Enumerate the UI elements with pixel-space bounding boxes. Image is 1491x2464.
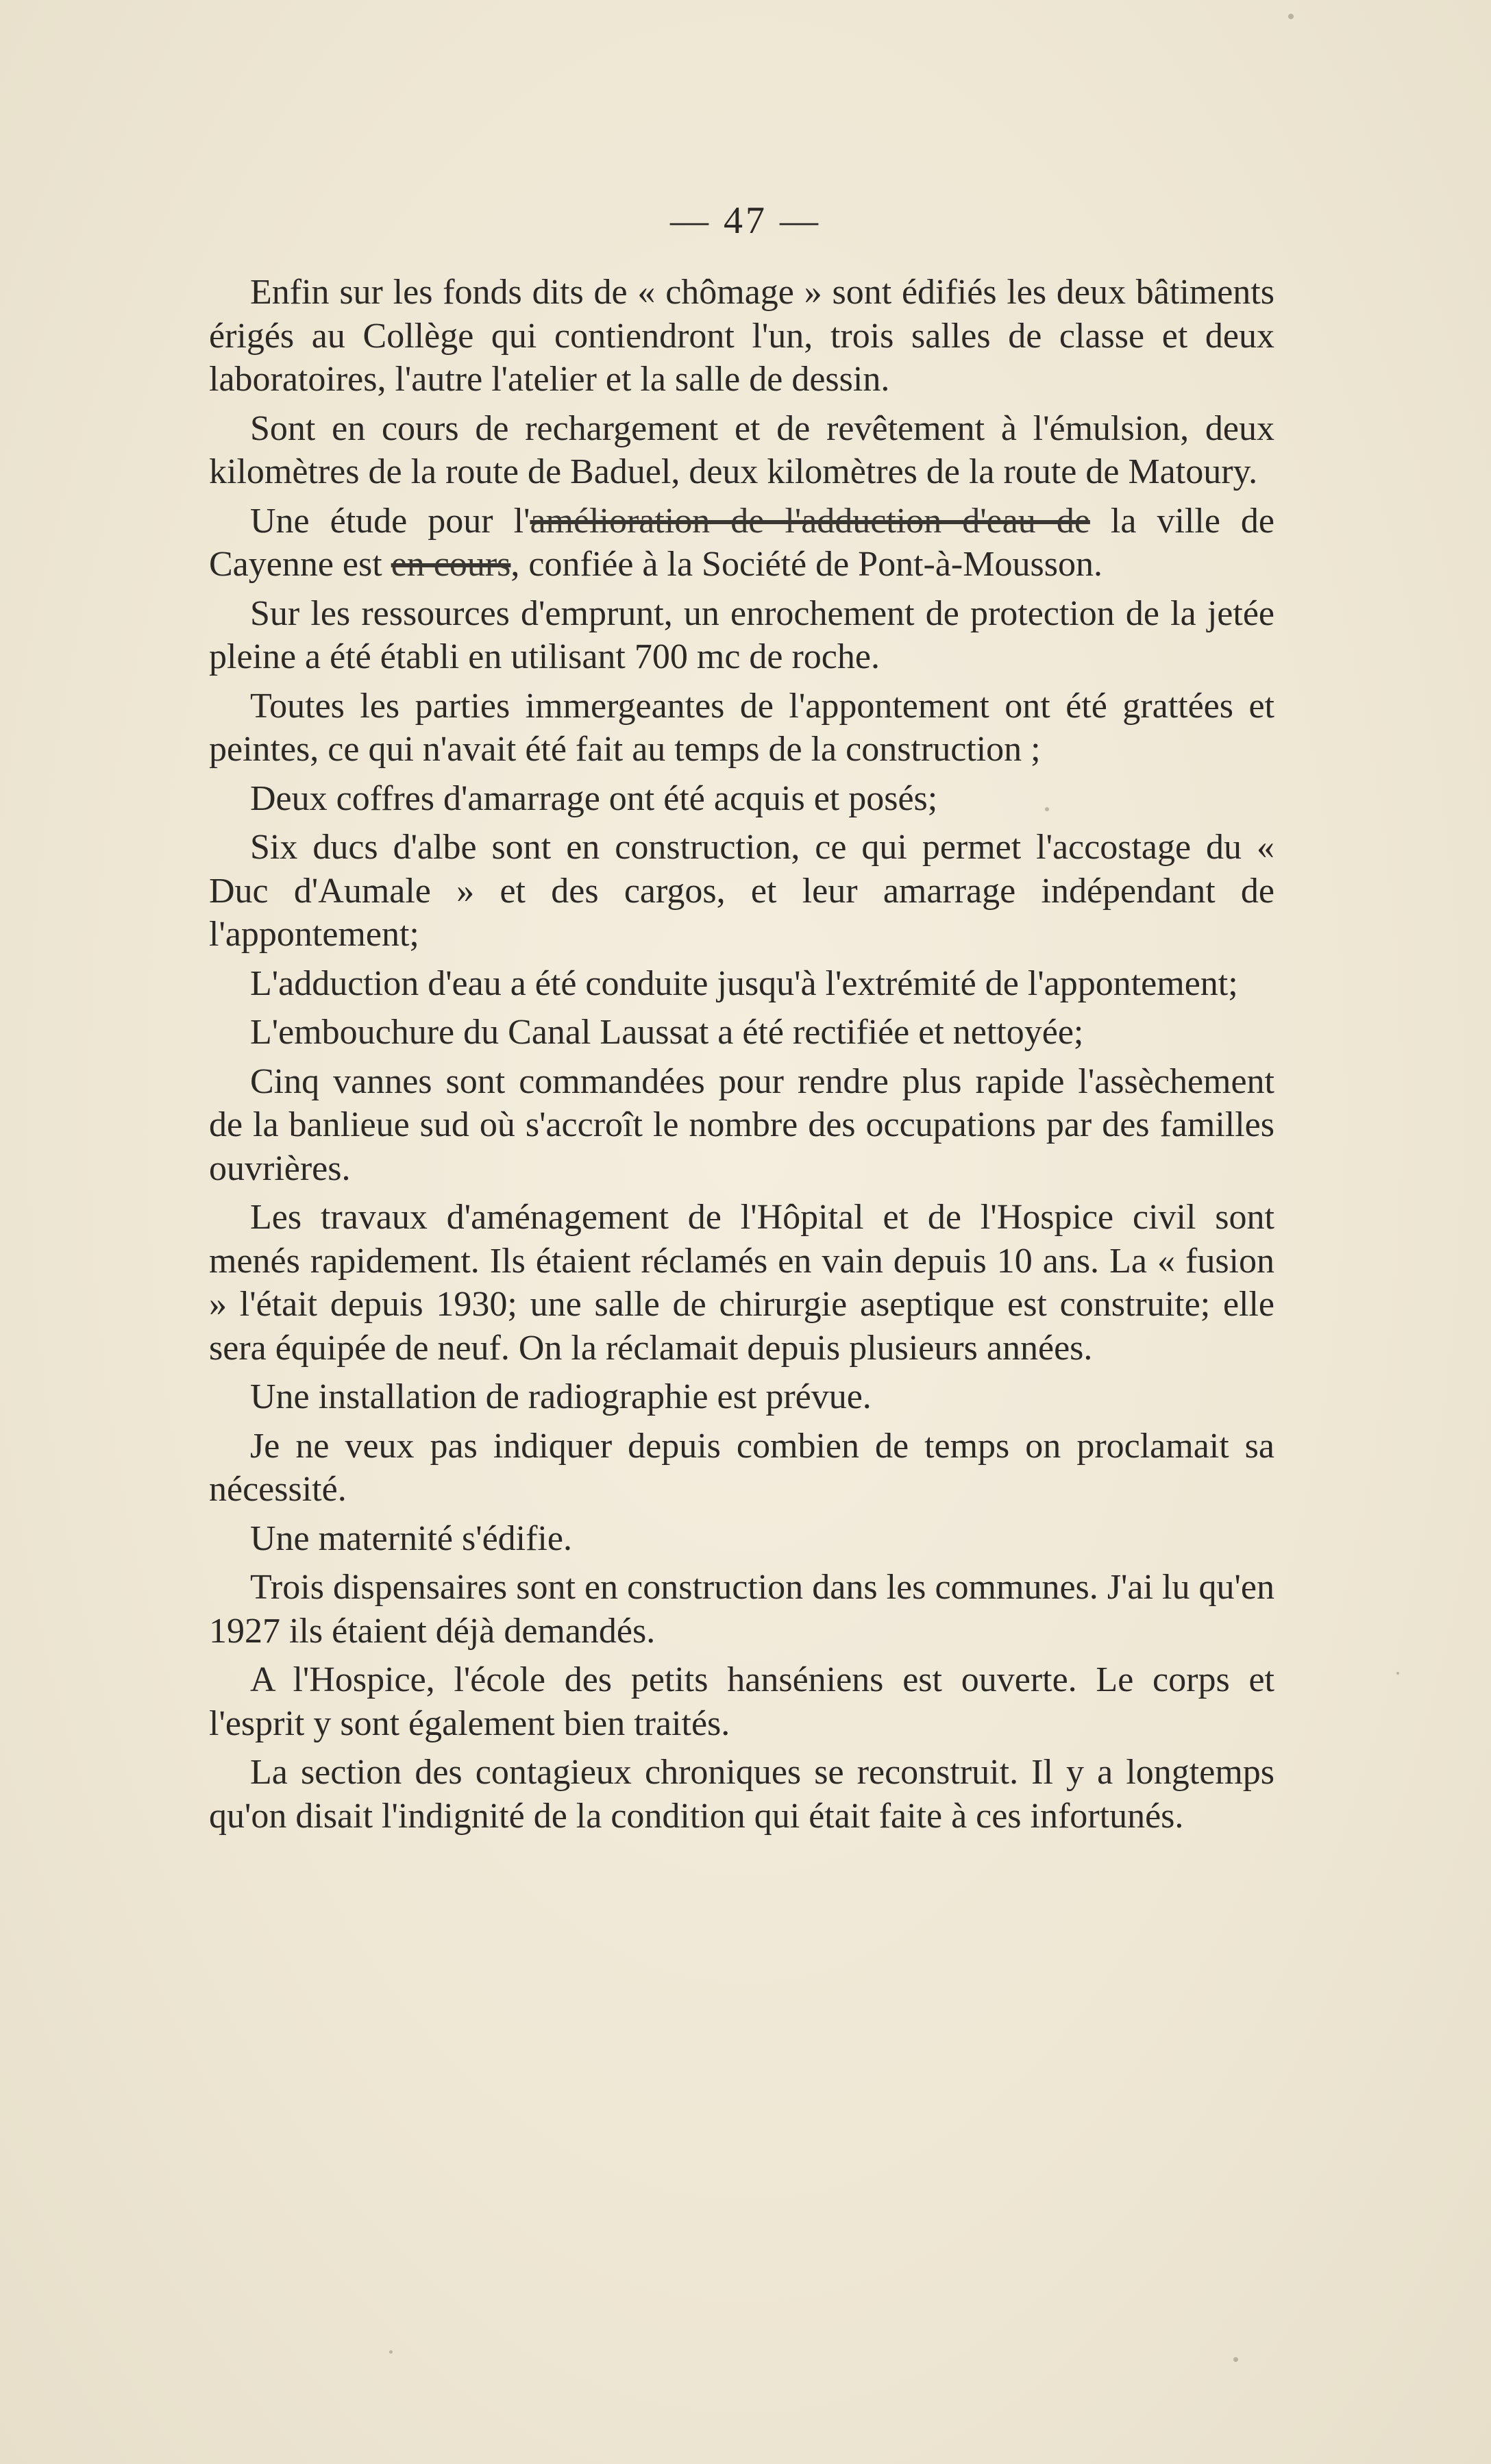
paragraph: Six ducs d'albe sont en construction, ce qui permet l'accostage du « Duc d'Aumale » et des cargos, et leur amarrage indépendant de l'appontement; bbox=[209, 828, 1274, 954]
page-number: — 47 — bbox=[670, 199, 821, 242]
paragraph: Toutes les parties immergeantes de l'appontement ont été grattées et peintes, ce qui n'avait été fait au temps de la construction ; bbox=[209, 686, 1274, 769]
paragraph: Une maternité s'édifie. bbox=[250, 1518, 572, 1558]
paragraph: Enfin sur les fonds dits de « chômage » sont édifiés les deux bâtiments érigés au Collège qui contiendront l'un, trois salles de classe et deux laboratoires, l'autre l'atelier et la salle de dessin. bbox=[209, 273, 1274, 399]
paragraph: L'adduction d'eau a été conduite jusqu'à l'extrémité de l'appontement; bbox=[250, 963, 1238, 1003]
paragraph: Les travaux d'aménagement de l'Hôpital et de l'Hospice civil sont menés rapidement. Ils étaient réclamés en vain depuis 10 ans. La « fusion » l'était depuis 1930; une salle de chirurgie aseptique est construite; elle sera équipée de neuf. On la réclamait depuis plusieurs années. bbox=[209, 1198, 1274, 1368]
paper-speck bbox=[1045, 807, 1049, 811]
paper-speck bbox=[1396, 1672, 1399, 1675]
paragraph: Sont en cours de rechargement et de revêtement à l'émulsion, deux kilomètres de la route de Baduel, deux kilomètres de la route de Matoury. bbox=[209, 408, 1274, 491]
paragraph: La section des contagieux chroniques se reconstruit. Il y a longtemps qu'on disait l'indignité de la condition qui était faite à ces infortunés. bbox=[209, 1753, 1274, 1836]
paragraph: A l'Hospice, l'école des petits hanséniens est ouverte. Le corps et l'esprit y sont également bien traités. bbox=[209, 1660, 1274, 1743]
paragraph: Je ne veux pas indiquer depuis combien de temps on proclamait sa nécessité. bbox=[209, 1426, 1274, 1509]
paper-speck bbox=[389, 2350, 393, 2354]
paragraph: Cinq vannes sont commandées pour rendre plus rapide l'assèchement de la banlieue sud où s'accroît le nombre des occupations par des familles ouvrières. bbox=[209, 1061, 1274, 1188]
struck-text: amélioration de l'adduction d'eau de bbox=[530, 501, 1090, 541]
paper-speck bbox=[1288, 14, 1294, 19]
paragraph: Sur les ressources d'emprunt, un enrochement de protection de la jetée pleine a été établi en utilisant 700 mc de roche. bbox=[209, 593, 1274, 676]
paragraph: Deux coffres d'amarrage ont été acquis et posés; bbox=[250, 778, 938, 818]
paragraph: Trois dispensaires sont en construction dans les communes. J'ai lu qu'en 1927 ils étaient déjà demandés. bbox=[209, 1568, 1274, 1651]
paragraph: Une installation de radiographie est prévue. bbox=[250, 1377, 872, 1416]
paper-speck bbox=[1233, 2357, 1238, 2362]
body-text bbox=[209, 271, 1274, 1843]
paragraph: L'embouchure du Canal Laussat a été rectifiée et nettoyée; bbox=[250, 1013, 1084, 1052]
paragraph: Une étude pour l'amélioration de l'adduction d'eau de la ville de Cayenne est en cours, confiée à la Société de Pont-à-Mousson. bbox=[209, 501, 1275, 584]
struck-text: en cours bbox=[391, 545, 511, 584]
